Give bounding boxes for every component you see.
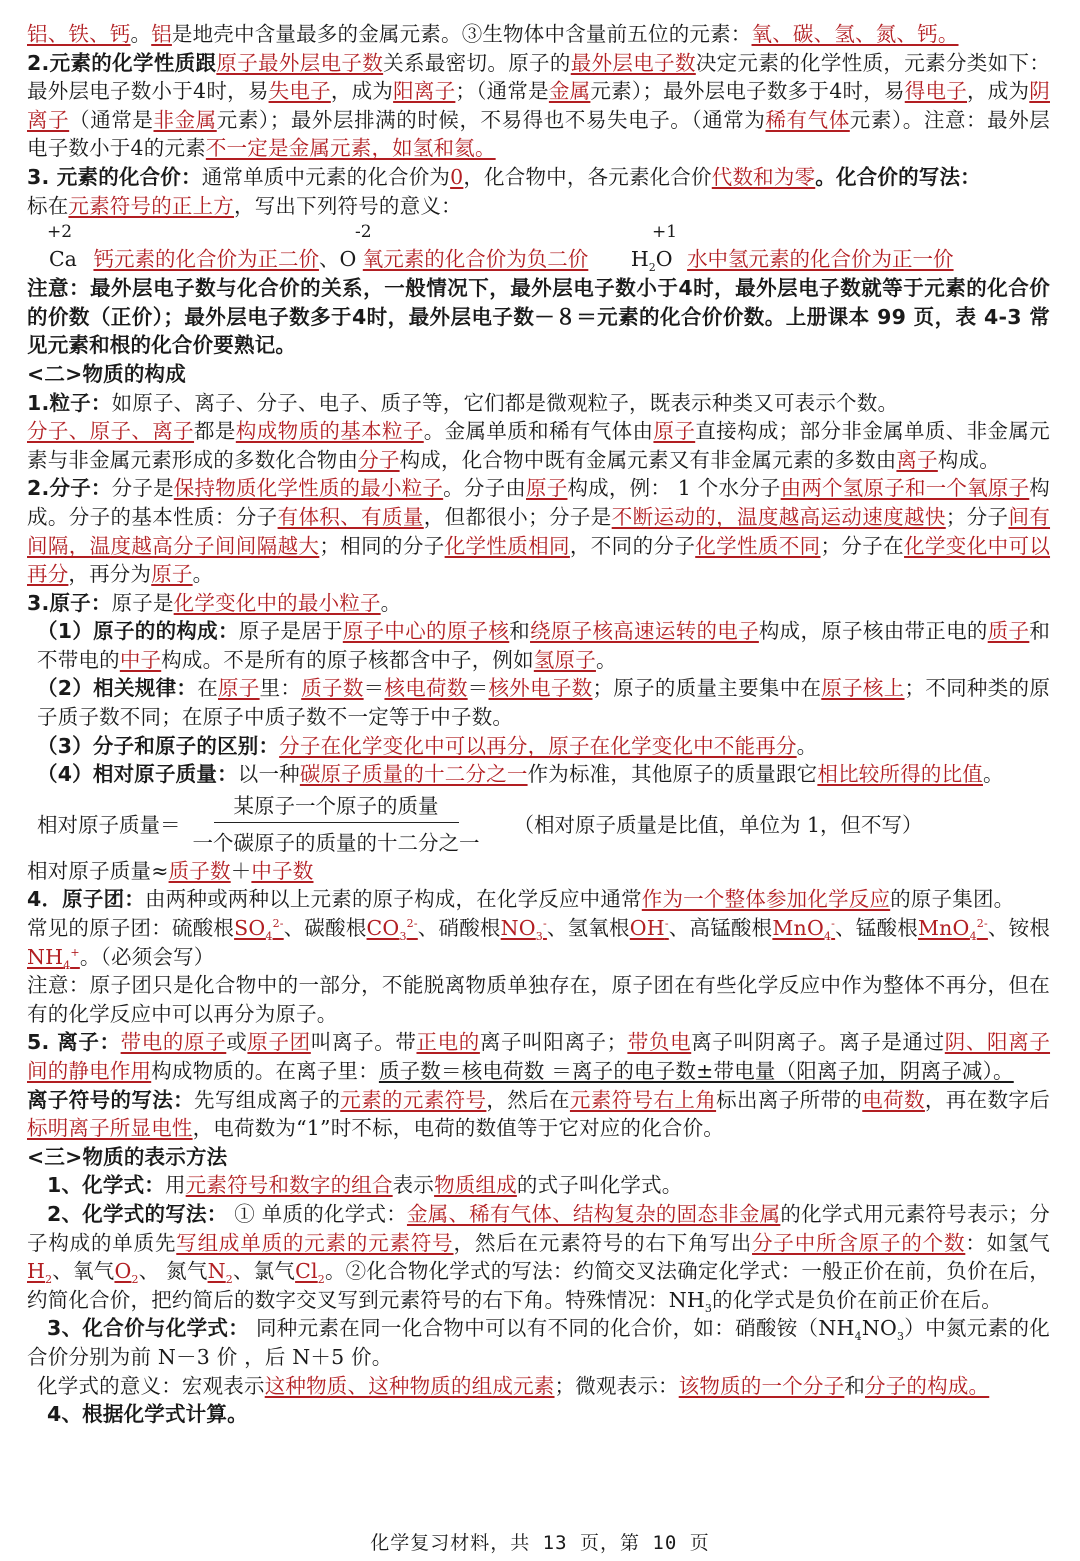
valence-h2o-meaning: 水中氢元素的化合价为正一价	[687, 247, 954, 272]
valence-o-meaning: 氧元素的化合价为负二价	[362, 247, 589, 272]
heading-matter-composition: <二>物质的构成	[27, 361, 186, 386]
formula-so4: $SO_4^{2-}$	[234, 916, 284, 944]
page-footer: 化学复习材料，共 13 页，第 10 页	[370, 1532, 710, 1554]
valence-superscripts	[27, 222, 1050, 244]
section-chemical-property: 2.元素的化学性质跟原子最外层电子数关系最密切。原子的最外层电子数决定元素的化学性质，元素分类如下：最外层电子数小于4时，易失电子，成为阳离子；（通常是金属元素）；最外层电子数多于4时，易得电子，成为阴离子（通常是非金属元素）；最外层排满的时候，不易得也不易失电子。（通常为稀有气体元素）。注意：最外层电子数小于4的元素不一定是金属元素，如氢和氦。	[27, 50, 1051, 161]
section-particles: 1.粒子：如原子、离子、分子、电子、质子等，它们都是微观粒子，既表示种类又可表示个数。 分子、原子、离子都是构成物质的基本粒子。金属单质和稀有气体由原子直接构成；部分非金属单质、非金属元素与非金属元素形成的多数化合物由分子构成，化合物中既有金属元素又有非金属元素的多数由离子构成。	[27, 390, 1050, 472]
valence-and-formula: 3、化合价与化学式： 同种元素在同一化合物中可以有不同的化合价，如：硝酸铵$(NH_4NO_3)$中氮元素的化合价分别为前 N－3 价 ，后 N＋5 价。	[27, 1316, 1050, 1369]
valence-h: +1	[652, 222, 678, 243]
section-radical: 4．原子团：由两种或两种以上元素的原子构成，在化学反应中通常作为一个整体参加化学反应的原子集团。 常见的原子团：硫酸根$SO_4^{2-}$、碳酸根$CO_3^{2-}$、硝酸根$NO_3^-$、氢氧根OH-、高锰酸根MnO$_4$-、锰酸根MnO$_4^{2-}$、铵根$NH_4^+$。（必须会写） 注意：原子团只是化合物中的一部分，不能脱离物质单独存在，原子团在有些化学反应中作为整体不再分，但在有的化学反应中可以再分为原子。	[27, 887, 1051, 1026]
section-atom: 3.原子：原子是化学变化中的最小粒子。	[27, 590, 402, 615]
chemical-formula-writing: 2、化学式的写法： ① 单质的化学式：金属、稀有气体、结构复杂的固态非金属的化学式用元素符号表示；分子构成的单质先写组成单质的元素的元素符号，然后在元素符号的右下角写出分子中所含原子的个数：如氢气$H_2$、氧气$O_2$、 氮气$N_2$、氯气$Cl_2$。②化合物化学式的写法：约简交叉法确定化学式：一般正价在前，负价在后，约简化合价，把约简后的数字交叉写到元素符号的右下角。特殊情况：$NH_3$的化学式是负价在前正价在后。	[27, 1201, 1050, 1315]
section-valence: 3. 元素的化合价：通常单质中元素的化合价为0，化合物中，各元素化合价代数和为零。化合价的写法： 标在元素符号的正上方，写出下列符号的意义：	[27, 164, 981, 218]
formula-mno4-2: MnO$_4^{2-}$	[917, 916, 988, 944]
relative-atomic-mass: （4）相对原子质量：以一种碳原子质量的十二分之一作为标准，其他原子的质量跟它相比较所得的比值。	[37, 762, 1004, 787]
formula-co3: $CO_3^{2-}$	[366, 916, 418, 944]
note-valence: 注意：最外层电子数与化合价的关系，一般情况下，最外层电子数小于4时，最外层电子数就等于元素的化合价的价数（正价）；最外层电子数多于4时，最外层电子数－８＝元素的化合价价数。上册课本 99 页，表 4-3 常见元素和根的化合价要熟记。	[27, 276, 1050, 358]
relative-mass-formula: 相对原子质量＝ $\frac{\text{某原子一个原子的质量}}{\text{一个碳原子的质量的十二分之一}}$ （相对原子质量是比值，单位为 1，但不写）	[27, 789, 1050, 857]
relative-mass-approx: 相对原子质量≈质子数＋中子数	[27, 858, 314, 883]
formula-mno4: MnO$_4$-	[772, 916, 836, 944]
valence-examples: Ca 钙元素的化合价为正二价、O 氧元素的化合价为负二价 $H_2O$ 水中氢元素的化合价为正一价	[49, 247, 954, 275]
formula-oh: OH-	[629, 916, 669, 941]
molecule-atom-difference: （3）分子和原子的区别：分子在化学变化中可以再分，原子在化学变化中不能再分。	[37, 733, 818, 758]
formula-calculation: 4、根据化学式计算。	[47, 1402, 248, 1427]
valence-ca: +2	[47, 222, 73, 243]
formula-fraction: $\frac{\text{某原子一个原子的质量}}{\text{一个碳原子的质量的十二分之一}}$	[185, 789, 488, 856]
atom-rules: （2）相关规律：在原子里：质子数＝核电荷数＝核外电子数；原子的质量主要集中在原子核上；不同种类的原子质子数不同；在原子中质子数不一定等于中子数。	[37, 676, 1051, 730]
chemical-formula-def: 1、化学式：用元素符号和数字的组合表示物质组成的式子叫化学式。	[47, 1173, 683, 1198]
valence-o: -2	[355, 222, 372, 243]
section-ion-symbol: 离子符号的写法：先写组成离子的元素的元素符号，然后在元素符号右上角标出离子所带的电荷数，再在数字后标明离子所显电性，电荷数为“1”时不标，电荷的数值等于它对应的化合价。	[27, 1087, 1051, 1141]
section-ion: 5. 离子：带电的原子或原子团叫离子。带正电的离子叫阳离子；带负电离子叫阴离子。离子是通过阴、阳离子间的静电作用构成物质的。在离子里：质子数＝核电荷数 ＝离子的电子数±带电量（阳离子加，阴离子减）。	[27, 1030, 1051, 1083]
formula-nh4: $NH_4^+$	[27, 944, 80, 972]
atom-structure: （1）原子的的构成：原子是居于原子中心的原子核和绕原子核高速运转的电子构成，原子核由带正电的质子和不带电的中子构成。不是所有的原子核都含中子，例如氢原子。	[37, 619, 1051, 672]
formula-meaning: 化学式的意义：宏观表示这种物质、这种物质的组成元素；微观表示：该物质的一个分子和分子的构成。	[37, 1373, 990, 1398]
section-molecule: 2.分子：分子是保持物质化学性质的最小粒子。分子由原子构成，例： 1 个水分子由两个氢原子和一个氧原子构成。分子的基本性质：分子有体积、有质量，但都很小；分子是不断运动的，温度越高运动速度越快；分子间有间隔，温度越高分子间间隔越大；相同的分子化学性质相同，不同的分子化学性质不同；分子在化学变化中可以再分，再分为原子。	[27, 476, 1051, 587]
formula-no3: $NO_3^-$	[500, 916, 547, 944]
heading-representation: <三>物质的表示方法	[27, 1144, 228, 1169]
line-elements-crust: 铝、铁、钙。铝是地壳中含量最多的金属元素。③生物体中含量前五位的元素：氧、碳、氢、氮、钙。	[27, 22, 959, 46]
valence-ca-meaning: 钙元素的化合价为正二价	[93, 247, 319, 272]
